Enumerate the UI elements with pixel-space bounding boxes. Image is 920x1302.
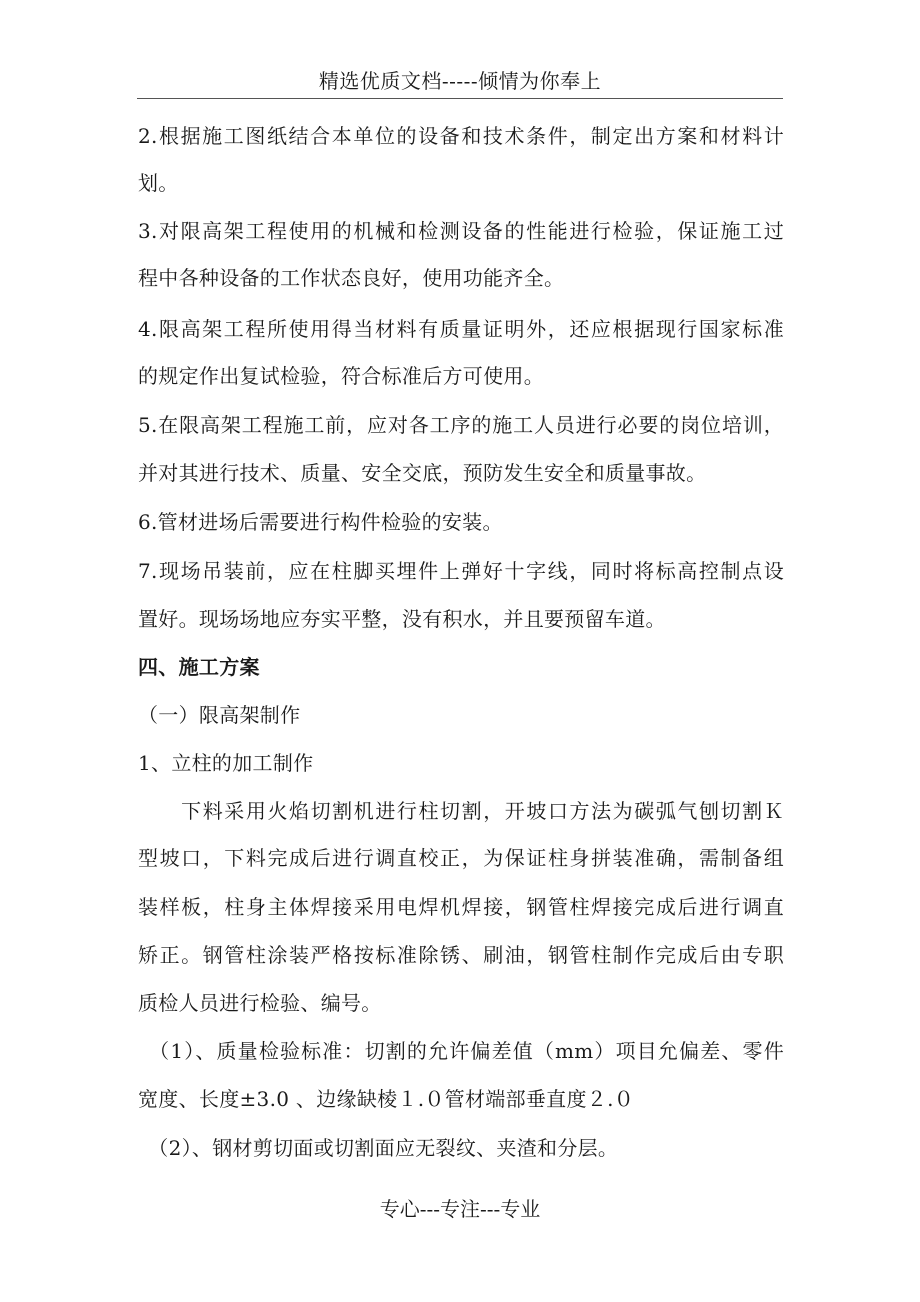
text-line: 质检人员进行检验、编号。 bbox=[138, 991, 382, 1015]
section-heading: 四、施工方案 bbox=[138, 655, 260, 679]
text-line: 5.在限高架工程施工前，应对各工序的施工人员进行必要的岗位培训， bbox=[138, 413, 784, 437]
page-header: 精选优质文档-----倾情为你奉上 bbox=[318, 69, 602, 93]
text-line: 的规定作出复试检验，符合标准后方可使用。 bbox=[138, 364, 544, 388]
text-line: 置好。现场场地应夯实平整，没有积水，并且要预留车道。 bbox=[138, 607, 666, 631]
item-heading: 1、立柱的加工制作 bbox=[138, 751, 314, 775]
text-line: 7.现场吊装前，应在柱脚买埋件上弹好十字线，同时将标高控制点设 bbox=[138, 559, 784, 583]
text-line: 4.限高架工程所使用得当材料有质量证明外，还应根据现行国家标准 bbox=[138, 317, 784, 341]
text-line: 宽度、长度±3.0 、边缘缺棱１.０管材端部垂直度２.０ bbox=[138, 1087, 635, 1111]
text-line: 下料采用火焰切割机进行柱切割，开坡口方法为碳弧气刨切割Ｋ bbox=[138, 799, 784, 823]
text-line: 型坡口，下料完成后进行调直校正，为保证柱身拼装准确，需制备组 bbox=[138, 846, 784, 870]
text-line: 矫正。钢管柱涂装严格按标准除锈、刷油，钢管柱制作完成后由专职 bbox=[138, 943, 784, 967]
text-line: 装样板，柱身主体焊接采用电焊机焊接，钢管柱焊接完成后进行调直 bbox=[138, 895, 784, 919]
text-line: 2.根据施工图纸结合本单位的设备和技术条件，制定出方案和材料计 bbox=[138, 124, 784, 148]
text-line: 并对其进行技术、质量、安全交底，预防发生安全和质量事故。 bbox=[138, 461, 707, 485]
text-line: 3.对限高架工程使用的机械和检测设备的性能进行检验，保证施工过 bbox=[138, 219, 784, 243]
page-footer: 专心---专注---专业 bbox=[379, 1197, 541, 1221]
text-line: 程中各种设备的工作状态良好，使用功能齐全。 bbox=[138, 266, 565, 290]
text-line: 划。 bbox=[138, 171, 179, 195]
text-line: （1）、质量检验标准：切割的允许偏差值（mm）项目允偏差、零件 bbox=[138, 1039, 784, 1063]
subsection-heading: （一）限高架制作 bbox=[138, 703, 301, 727]
header-divider bbox=[137, 98, 783, 99]
text-line: （2）、钢材剪切面或切割面应无裂纹、夹渣和分层。 bbox=[138, 1136, 619, 1160]
text-line: 6.管材进场后需要进行构件检验的安装。 bbox=[138, 510, 503, 534]
